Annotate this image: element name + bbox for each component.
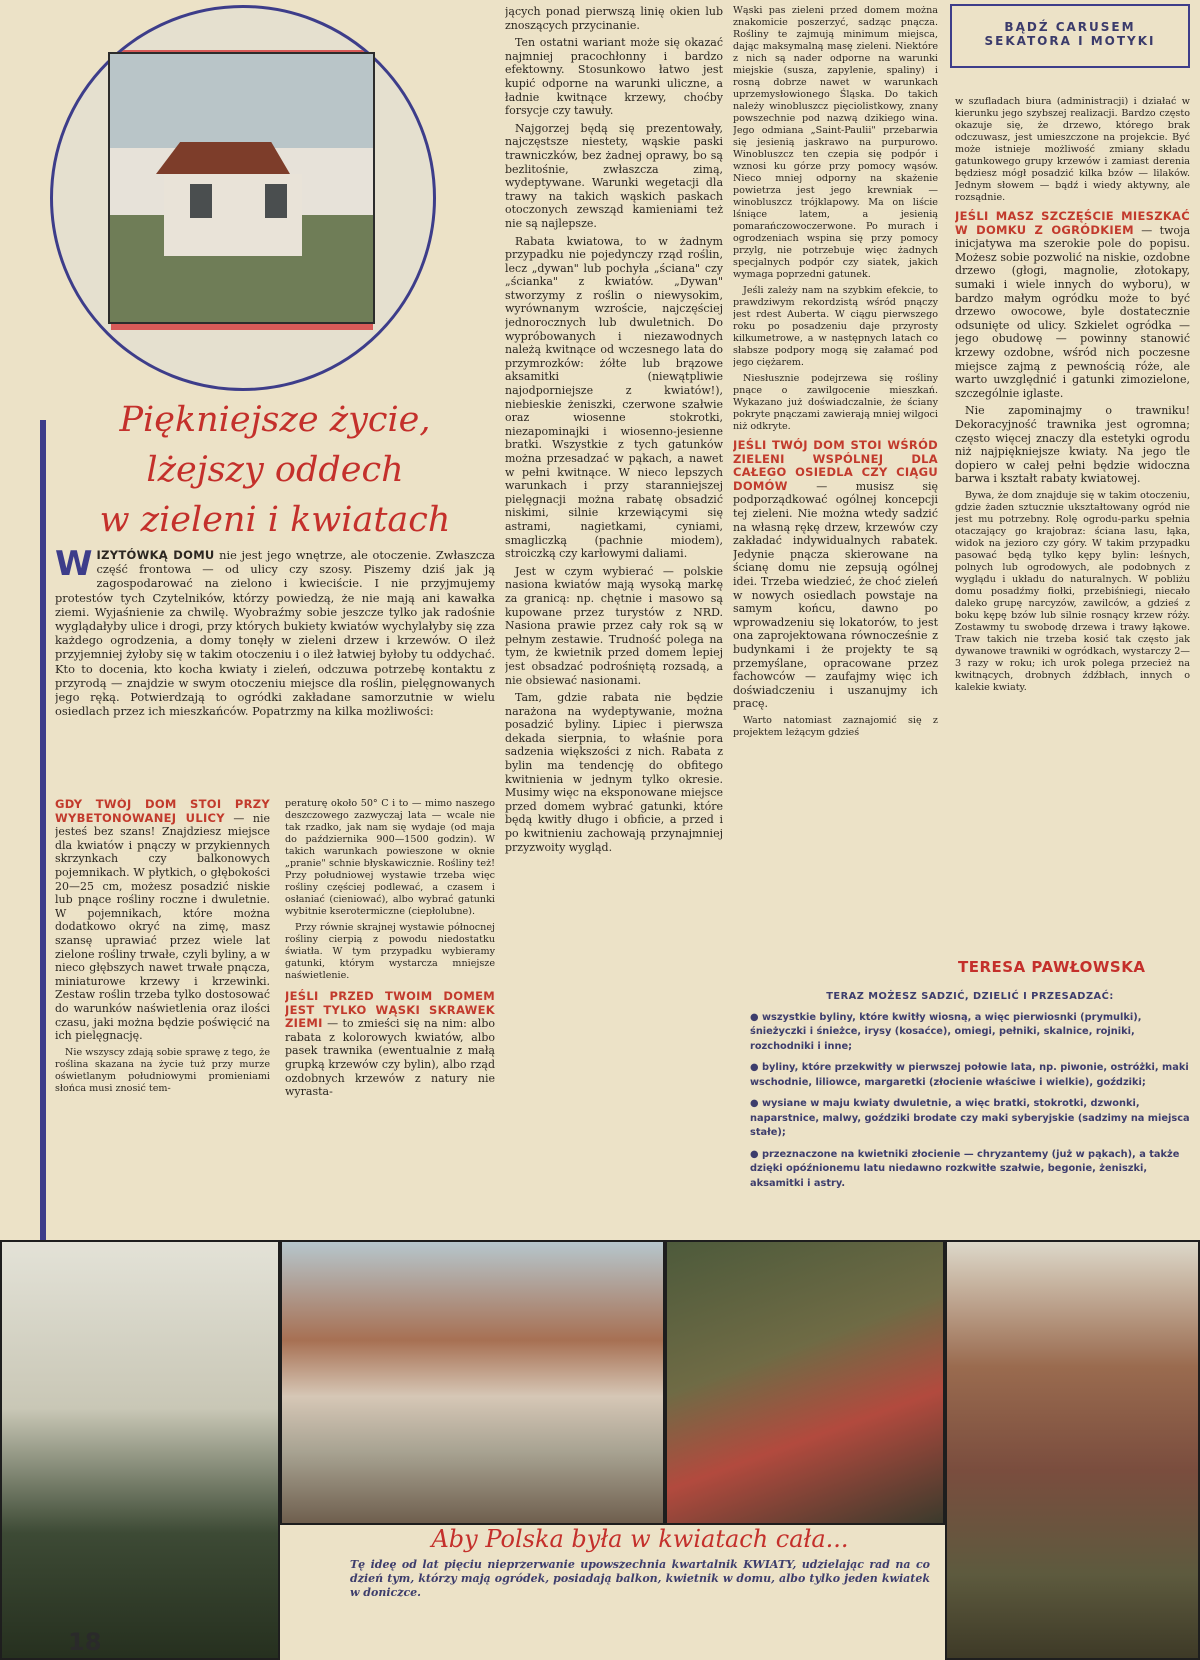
intro-text: nie jest jego wnętrze, ale otoczenie. Zwłaszcza część frontowa — od ulicy czy szosy. Piszemy dziś jak ją zagospodarować na zielono i kwieciście. I nie przyjmujemy protestów tych Czytelników, którzy powiedzą, że nie mają ani kawałka ziemi. Wyjaśnienie za chwilę. Wyobraźmy sobie jeszcze tylko jak radośnie wyglądałyby ulice i drogi, przy których bukiety kwiatów wychylałyby się zza każdego ogrodzenia, a domy tonęły w zieleni drzew i krzewów. O ileż przyjemniej żyłoby się w takim otoczeniu i o ileż łatwiej byłoby tu oddychać. Kto to docenia, kto kocha kwiaty i zieleń, odczuwa potrzebę kontaktu z przyrodą — znajdzie w swym otoczeniu miejsce dla roślin, pielęgnowanych jego ręką. Potwierdzają to ogródki zakładane samorzutnie w wielu osiedlach przez ich mieszkańców. Popatrzmy na kilka możliwości: xyxy=(55,548,495,719)
author-name: TERESA PAWŁOWSKA xyxy=(958,958,1146,976)
section-heading: JEŚLI MASZ SZCZĘŚCIE MIESZKAĆ W DOMKU Z OGRÓDKIEM xyxy=(955,209,1190,237)
box-line: BĄDŹ CARUSEM xyxy=(1004,20,1136,34)
house-photo xyxy=(108,52,375,324)
box-line: SEKATORA I MOTYKI xyxy=(984,34,1156,48)
title-line: lżejszy oddech xyxy=(146,450,404,490)
small-print: Niesłusznie podejrzewa się rośliny pnące o zawilgocenie mieszkań. Wykazano już doświadczalnie, że ściany pokryte pnączami zawierają mniej wilgoci niż odkryte. xyxy=(733,373,938,432)
section-heading: JEŚLI TWÓJ DOM STOI WŚRÓD ZIELENI WSPÓLNEJ DLA CAŁEGO OSIEDLA CZY CIĄGU DOMÓW xyxy=(733,438,938,493)
paragraph: Tam, gdzie rabata nie będzie narażona na wydeptywanie, można posadzić byliny. Lipiec i pierwsza dekada sierpnia, to właśnie pora sadzenia większości z nich. Rabata z bylin ma tendencję do obfitego kwitnienia w jednym tylko okresie. Musimy więc na eksponowane miejsce przed domem wybrać gatunki, które będą kwitły długo i obficie, a przed i po kwitnieniu zachowają przynajmniej przyzwoity wygląd. xyxy=(505,691,723,854)
section-text: — twoja inicjatywa ma szerokie pole do popisu. Możesz sobie pozwolić na niskie, ozdobne drzewo (głogi, magnolie, złotokapy, sumaki i wiele innych do wyboru), w bardzo małym ogródku może to być drzewo owocowe, byle dostatecznie odsunięte od ulicy. Szkielet ogródka — jego obudowę — powinny stanowić krzewy ozdobne, wśród nich poczesne miejsce zajmą z pewnością róże, ale warto uwzględnić i gatunki zimozielone, szczególnie iglaste. xyxy=(955,223,1190,400)
photo-roses-bed xyxy=(665,1240,945,1525)
small-print: Przy równie skrajnej wystawie północnej rośliny cierpią z powodu niedostatku światła. W tym przypadku wybieramy gatunki, którym wystarcza mniejsze naświetlenie. xyxy=(285,922,495,981)
house-roof xyxy=(156,142,290,174)
tip-item: ● przeznaczone na kwietniki złocienie — chryzantemy (już w pąkach), a także dzięki opóźnionemu latu niedawno rozkwitłe szałwie, begonie, żeniszki, aksamitki i astry. xyxy=(750,1148,1180,1189)
small-print: peraturę około 50° C i to — mimo naszego deszczowego zazwyczaj lata — wcale nie tak rzadko, jak nam się wydaje (od maja do października 900—1500 godzin). W takich warunkach powieszone w oknie „pranie" schnie błyskawicznie. Rośliny też! Przy południowej wystawie trzeba więc rośliny częściej podlewać, a czasem i osłaniać (cieniować), albo wybrać gatunki wybitnie kserotermiczne (ciepłolubne). xyxy=(285,798,495,917)
photo-ivy-house xyxy=(945,1240,1200,1660)
column-5 xyxy=(955,96,1190,956)
paragraph: Jest w czym wybierać — polskie nasiona kwiatów mają wysoką markę za granicą: np. chętnie i masowo są kupowane przez turystów z NRD. Nasiona prawie przez cały rok są w pełnym zestawie. Trudność polega na tym, że kwietnik przed domem lepiej jest obsadzać podrośniętą rozsadą, a nie obsiewać nasionami. xyxy=(505,564,723,687)
section-text: — nie jesteś bez szans! Znajdziesz miejsce dla kwiatów i pnączy w przykiennych skrzynkach czy balkonowych pojemnikach. W płytkich, o głębokości 20—25 cm, możesz posadzić niskie lub pnące rośliny roczne i dwuletnie. W pojemnikach, które można dodatkowo okryć na zimę, masz szansę uprawiać przez wiele lat zielone rośliny trwałe, czyli byliny, a w nieco głębszych nawet trwałe pnącza, miniaturowe krzewy i krzewinki. Zestaw roślin trzeba tylko dostosować do warunków naświetlenia oraz ilości czasu, jaki można będzie poświęcić na ich pielęgnację. xyxy=(55,811,270,1043)
caption-title: Aby Polska była w kwiatach cała... xyxy=(431,1525,849,1553)
column-2 xyxy=(285,798,495,1238)
small-print: Nie wszyscy zdają sobie sprawę z tego, że roślina skazana na życie tuż przy murze oświetlanym południowymi promieniami słońca musi znosić tem- xyxy=(55,1046,270,1094)
column-1 xyxy=(55,798,270,1238)
paragraph: jących ponad pierwszą linię okien lub znoszących przycinanie. xyxy=(505,5,723,32)
article-title xyxy=(75,395,475,545)
photo-apartment-block xyxy=(0,1240,280,1660)
house-window xyxy=(190,184,212,218)
small-print: Wąski pas zieleni przed domem można znakomicie poszerzyć, sadząc pnącza. Rośliny te zajmują minimum miejsca, dając maksymalną masę zieleni. Niektóre z nich są nader odporne na warunki miejskie (susza, zapylenie, spaliny) i rosną dobrze nawet w warunkach uprzemysłowionego Śląska. Do takich należy winobluszcz pięciolistkowy, znany powszechnie pod nazwą dzikiego wina. Jego odmiana „Saint-Paulii" przebarwia się jesienią jaskrawo na purpurowo. Winobluszcz ten czepia się podpór i wznosi ku górze przy pomocy wąsów. Nieco mniej odporny na skażenie powietrza jest jego krewniak — winobluszcz trójklapowy. Ma on liście lśniące latem, a jesienią pomarańczowoczerwone. Po murach i ogrodzeniach wspina się przy pomocy przylg, nie potrzebuje więc żadnych specjalnych podpór czy siatek, jakich wymaga poprzedni gatunek. xyxy=(733,5,938,280)
house-window xyxy=(265,184,287,218)
small-print: w szufladach biura (administracji) i działać w kierunku jego szybszej realizacji. Bardzo często okazuje się, że drzewo, którego brak odczuwasz, jest umieszczone na projekcie. Być może istnieje możliwość zmiany składu gatunkowego grupy krzewów i zamiast derenia będziesz mógł posadzić kilka bzów — lilaków. Jednym słowem — bądź i wiedy aktywny, ale rozsądnie. xyxy=(955,96,1190,203)
title-line: Piękniejsze życie, xyxy=(119,400,431,440)
paragraph: Ten ostatni wariant może się okazać najmniej pracochłonny i bardzo efektowny. Stosunkowo łatwo jest kupić odporne na warunki uliczne, a ładnie kwitnące krzewy, choćby forsycje czy tawuły. xyxy=(505,36,723,118)
column-header-box xyxy=(950,4,1190,68)
blue-frame-left xyxy=(40,420,46,1243)
section-heading: GDY TWÓJ DOM STOI PRZY WYBETONOWANEJ ULICY xyxy=(55,798,270,825)
small-print: Bywa, że dom znajduje się w takim otoczeniu, gdzie żaden sztucznie ukształtowany ogród nie jest mu potrzebny. Rolę ogrodu-parku spełnia otaczający go krajobraz: ściana lasu, łąka, widok na jezioro czy góry. W takim przypadku pasować będą tylko kępy bylin: leśnych, polnych lub ogrodowych, ale podobnych z wyglądu i układu do naturalnych. W pobliżu domu posadźmy fiołki, przebiśniegi, niecało daleko grupę narcyzów, zawilców, a gdzieś z boku kępę bzów lub silnie rosnący krzew róży. Zostawmy tu swobodę drzewa i trawy łąkowe. Traw takich nie trzeba kosić tak często jak dywanowe trawniki w ogródkach, wystarczy 2—3 razy w roku; ich urok polega przecież na kwitnących, drobnych źdźbłach, innych o kalekie kwiaty. xyxy=(955,489,1190,693)
paragraph: Rabata kwiatowa, to w żadnym przypadku nie pojedynczy rząd roślin, lecz „dywan" lub pochyła „ściana" czy „ścianka" z kwiatów. „Dywan" stworzymy z roślin o niewysokim, wyrównanym wzroście, najczęściej jednorocznych lub dwuletnich. Do wypróbowanych i niezawodnych należą kwitnące od wczesnego lata do przymrozków: żółte lub brązowe aksamitki (niewątpliwie najodporniejsze z kwiatów!), niebieskie żeniszki, czerwone szałwie oraz wiosenne stokrotki, niezapominajki i wiosenno-jesienne bratki. Wszystkie z tych gatunków można przesadzać w pąkach, a nawet w pełni kwitnące. W nieco lepszych warunkach i przy staranniejszej pielęgnacji można rabatę obsadzić niskimi, silnie krzewiącymi się astrami, nagietkami, cyniami, smagliczką (pachnie miodem), stroiczką czy karłowymi daliami. xyxy=(505,234,723,561)
paragraph: Nie zapominajmy o trawniku! Dekoracyjność trawnika jest ogromna; często więcej znaczy dla estetyki ogrodu niż najpiękniejsze kwiaty. Na jego tle dopiero w całej pełni będzie widoczna barwa i kształt rabaty kwiatowej. xyxy=(955,404,1190,486)
small-print: Warto natomiast zaznajomić się z projektem leżącym gdzieś xyxy=(733,714,938,738)
section-text: — musisz się podporządkować ogólnej koncepcji tej zieleni. Nie można wtedy sadzić na własną rękę drzew, krzewów czy zakładać indywidualnych rabatek. Jedynie pnącza skierowane na ścianę domu nie zepsują ogólnej idei. Trzeba wiedzieć, że choć zieleń w nowych osiedlach powstaje na samym końcu, dawno po wprowadzeniu się lokatorów, to jest ona zaprojektowana równocześnie z budynkami i że projekty te są przemyślane, opracowane przez fachowców — zaufajmy więc ich doświadczeniu i uszanujmy ich pracę. xyxy=(733,479,938,711)
caption-text: Tę ideę od lat pięciu nieprzerwanie upowszechnia kwartalnik KWIATY, udzielając rad na co dzień tym, którzy mają ogródek, posiadają balkon, kwietnik w domu, albo tylko jeden kwiatek w doniczce. xyxy=(350,1558,930,1599)
planting-tips xyxy=(750,990,1190,1198)
tip-item: ● byliny, które przekwitły w pierwszej połowie lata, np. piwonie, ostróżki, maki wschodnie, liliowce, margaretki (złocienie właściwe i wielkie), goździki; xyxy=(750,1062,1189,1088)
page-number: 18 xyxy=(68,1628,102,1656)
intro-lead: IZYTÓWKĄ DOMU xyxy=(96,548,215,562)
section-text: — to zmieści się na nim: albo rabata z kolorowych kwiatów, albo pasek trawnika (ewentualnie z małą grupką krzewów czy bylin), albo rząd ozdobnych krzewów z natury nie wyrasta- xyxy=(285,1017,495,1099)
section-heading: JEŚLI PRZED TWOIM DOMEM JEST TYLKO WĄSKI SKRAWEK ZIEMI xyxy=(285,989,495,1031)
column-3 xyxy=(505,5,723,1235)
column-4 xyxy=(733,5,938,985)
small-print: Jeśli zależy nam na szybkim efekcie, to prawdziwym rekordzistą wśród pnączy jest rdest Auberta. W ciągu pierwszego roku po posadzeniu daje przyrosty kilkumetrowe, a w następnych latach co słabsze podpory mogą się załamać pod jego ciężarem. xyxy=(733,285,938,368)
photo-brick-house-garden xyxy=(280,1240,665,1525)
tip-item: ● wysiane w maju kwiaty dwuletnie, a więc bratki, stokrotki, dzwonki, naparstnice, malwy, goździki brodate czy maki syberyjskie (sadzimy na miejsca stałe); xyxy=(750,1098,1190,1138)
title-line: w zieleni i kwiatach xyxy=(99,500,451,540)
intro-paragraph xyxy=(55,548,495,798)
tips-heading: TERAZ MOŻESZ SADZIĆ, DZIELIĆ I PRZESADZAĆ: xyxy=(826,991,1114,1002)
dropcap: W xyxy=(55,548,93,584)
tip-item: ● wszystkie byliny, które kwitły wiosną, a więc pierwiosnki (prymulki), śnieżyczki i śnieżce, irysy (kosaćce), omiegi, pełniki, skalnice, rojniki, rozchodniki i inne; xyxy=(750,1011,1142,1052)
paragraph: Najgorzej będą się prezentowały, najczęstsze niestety, wąskie paski trawniczków, bez żadnej oprawy, bo są bezlitośnie, zwłaszcza zimą, wydeptywane. Warunki wegetacji dla trawy na takich wąskich paskach otoczonych zewsząd kamieniami też nie są najlepsze. xyxy=(505,121,723,230)
